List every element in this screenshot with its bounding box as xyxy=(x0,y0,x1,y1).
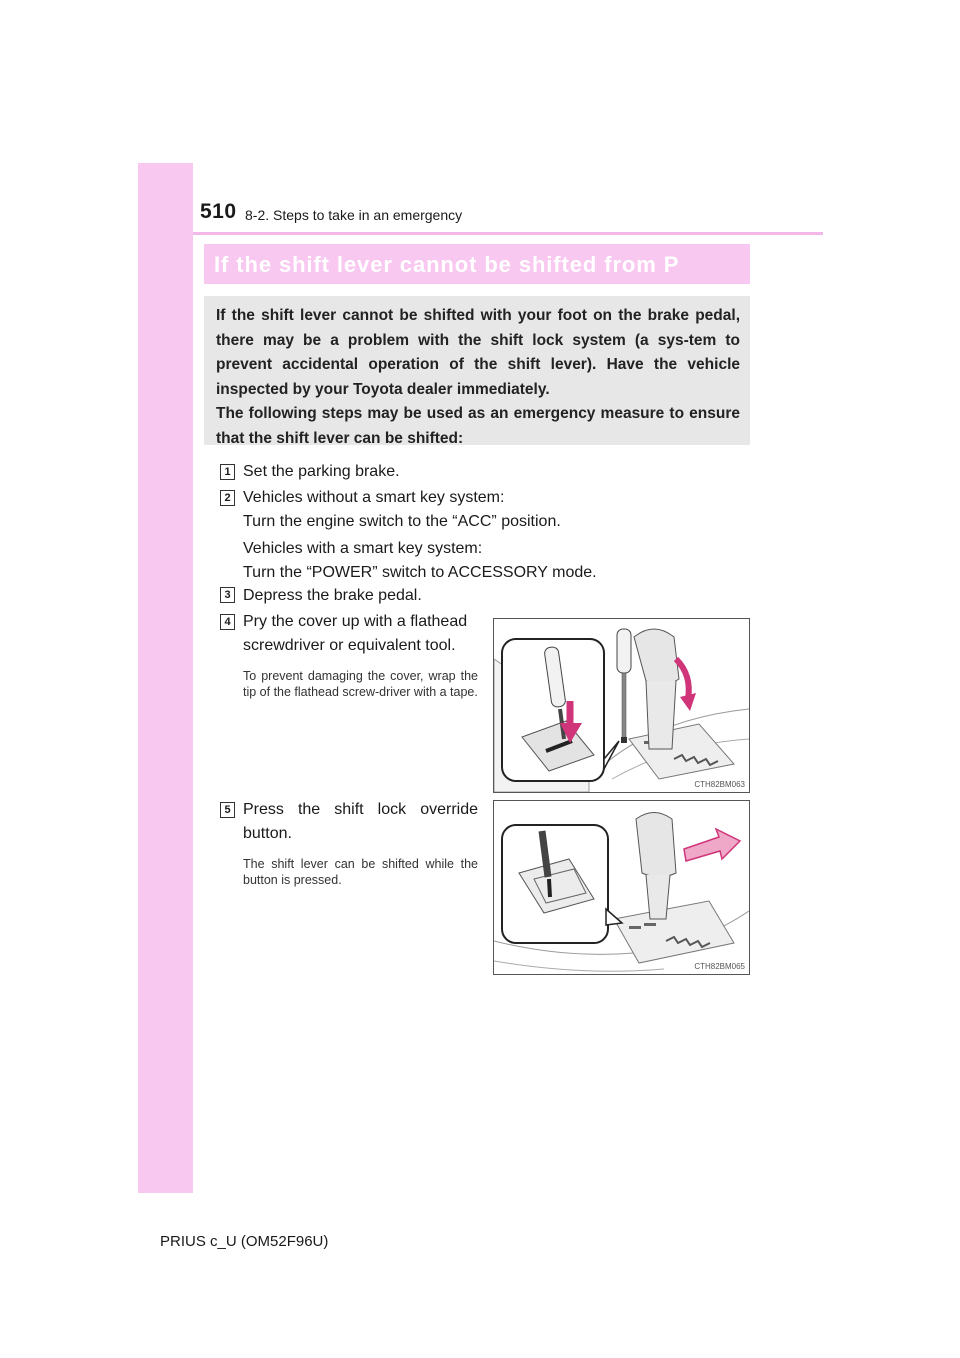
step-5-line-2: button. xyxy=(243,825,292,842)
side-tab-strip xyxy=(138,163,193,1193)
step-1-badge: 1 xyxy=(220,464,235,480)
step-2-line-2: Turn the engine switch to the “ACC” position. xyxy=(243,513,561,530)
step-4-line-2: screwdriver or equivalent tool. xyxy=(243,637,456,654)
shift-lock-illustration xyxy=(494,801,749,974)
figure-1-code: CTH82BM063 xyxy=(694,780,745,789)
step-4-line-1: Pry the cover up with a flathead xyxy=(243,613,468,630)
step-4-column xyxy=(243,610,478,700)
intro-paragraph-1: If the shift lever cannot be shifted with your foot on the brake pedal, there may be a problem with the shift lock system (a sys-tem to prevent accidental operation of the shift lever). Have the vehicle inspected by your Toyota dealer immediately. xyxy=(216,307,740,398)
section-heading: 8-2. Steps to take in an emergency xyxy=(245,207,463,223)
step-5-column xyxy=(243,798,478,888)
intro-box xyxy=(204,296,750,445)
step-3-badge: 3 xyxy=(220,587,235,603)
step-5-line-1: Press the shift lock override xyxy=(243,801,478,818)
step-2-badge: 2 xyxy=(220,490,235,506)
step-5-note: The shift lever can be shifted while the button is pressed. xyxy=(243,857,478,887)
figure-shift-lock-override xyxy=(493,800,750,975)
page-number: 510 xyxy=(200,200,237,223)
header-divider xyxy=(193,232,823,235)
pry-cover-illustration xyxy=(494,619,749,792)
figure-pry-cover xyxy=(493,618,750,793)
step-3-text: Depress the brake pedal. xyxy=(243,587,422,604)
step-2-line-4: Turn the “POWER” switch to ACCESSORY mode. xyxy=(243,564,597,581)
step-4-note: To prevent damaging the cover, wrap the tip of the flathead screw-driver with a tape. xyxy=(243,669,478,699)
intro-paragraph-2: The following steps may be used as an emergency measure to ensure that the shift lever can be shifted: xyxy=(216,405,740,447)
footer-model-code: PRIUS c_U (OM52F96U) xyxy=(160,1233,329,1250)
step-1-text: Set the parking brake. xyxy=(243,463,400,480)
step-2-line-3: Vehicles with a smart key system: xyxy=(243,540,483,557)
step-4-badge: 4 xyxy=(220,614,235,630)
page-title: If the shift lever cannot be shifted from P xyxy=(204,244,750,284)
figure-2-code: CTH82BM065 xyxy=(694,962,745,971)
step-2-line-1: Vehicles without a smart key system: xyxy=(243,489,505,506)
step-5-badge: 5 xyxy=(220,802,235,818)
